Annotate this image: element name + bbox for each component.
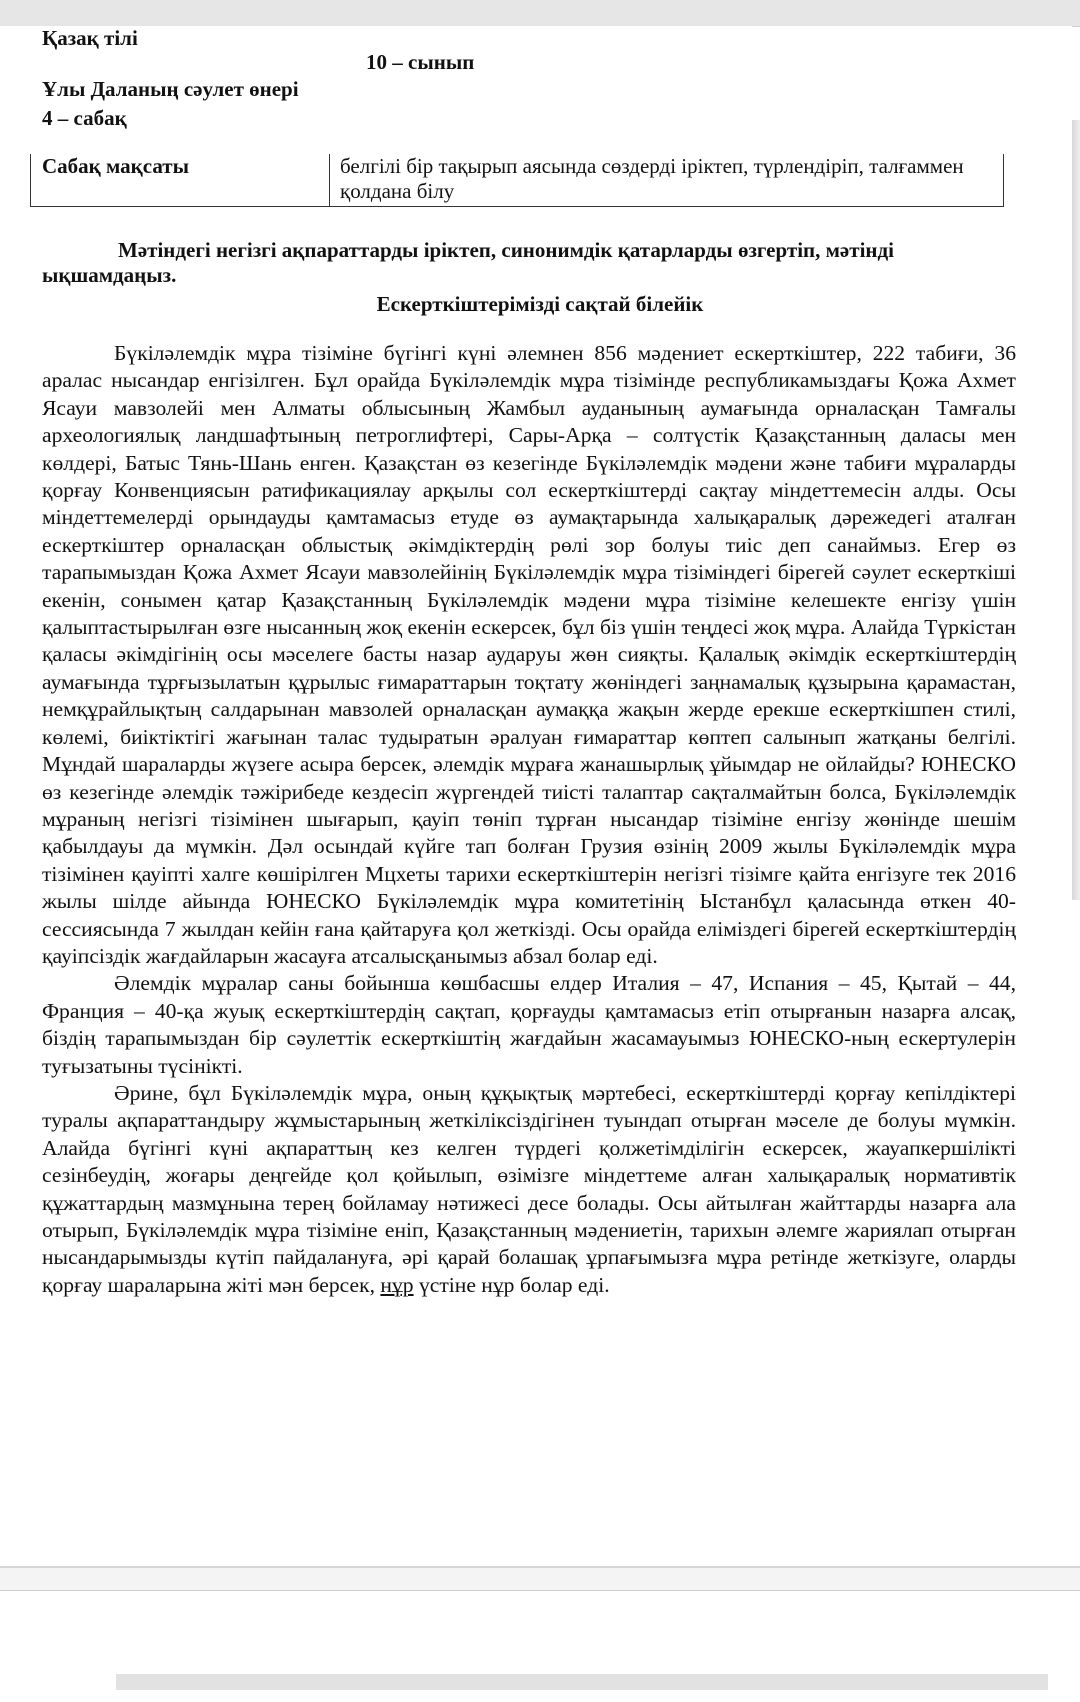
subject-title: Қазақ тілі [42,26,138,50]
body-text [42,340,1016,1299]
paragraph-3-start: Әрине, бұл Бүкіләлемдік мұра, оның құқықтық мәртебесі, ескерткіштерді қорғау кепілдіктері туралы ақпараттандыру жұмыстарының жеткіліксіздігінен туындап отырған мәселе де болуы мүмкін. Алайда бүгінгі күні ақпараттың кез келген түрдегі қолжетімділігін ескерсек, жауапкершілікті сезінбеудің, жоғары деңгейде қол қойылып, өзімізге міндеттеме алған халықаралық нормативтік құжаттардың мазмұнына терең бойламау нәтижесі десе болады. Осы айтылған жайттарды назарға ала отырып, Бүкіләлемдік мұра тізіміне еніп, Қазақстанның мәдениетін, тарихын әлемге жариялап отырған нысандарымызды күтіп пайдалануға, әрі қарай болашақ ұрпағымызға мұра ретінде жеткізуге, оларды қорғау шараларына жіті мән берсек, [42,1080,1016,1297]
unit-title: Ұлы Даланың сәулет өнері [42,77,299,101]
objective-table [30,154,1004,207]
text-title: Ескерткіштерімізді сақтай білейік [376,292,704,316]
document-page [0,26,1072,1566]
page-bottom-strip [0,1568,1080,1591]
paragraph-3 [42,1080,1016,1299]
top-bar [0,0,1080,27]
paragraph-2: Әлемдік мұралар саны бойынша көшбасшы елдер Италия – 47, Испания – 45, Қытай – 44, Франция – 40-қа жуық ескерткіштердің сақтап, қорғауды қамтамасыз етіп отырғанын назарға алсақ, біздің тарапымыздан бір сәулеттік ескерткіштің жағдайын жасамауымыз ЮНЕСКО-ның ескертулерін туғызатыны түсінікті. [42,971,1016,1078]
lesson-number: 4 – сабақ [42,106,127,130]
paragraph-3-end: үстіне нұр болар еді. [418,1272,610,1297]
objective-label: Сабақ мақсаты [31,154,330,207]
underlined-word: нұр [380,1272,414,1297]
horizontal-scrollbar[interactable] [116,1674,1048,1690]
task-instruction: Мәтіндегі негізгі ақпараттарды іріктеп, синонимдік қатарларды өзгертіп, мәтінді ықшамдаңыз. [42,238,894,287]
grade-label: 10 – сынып [366,50,475,74]
objective-row [31,154,1004,207]
paragraph-1: Бүкіләлемдік мұра тізіміне бүгінгі күні әлемнен 856 мәдениет ескерткіштер, 222 табиғи, 36 аралас нысандар енгізілген. Бұл орайда Бүкіләлемдік мұра тізімінде республикамыздағы Қожа Ахмет Ясауи мавзолейі мен Алматы облысының Жамбыл ауданының аумағында орналасқан Тамғалы археологиялық ландшафтының петроглифтері, Сары-Арқа – солтүстік Қазақстанның даласы мен көлдері, Батыс Тянь-Шань енген. Қазақстан өз кезегінде Бүкіләлемдік мәдени және табиғи мұраларды қорғау Конвенциясын ратификациялау арқылы сол ескерткіштерді сақтау міндеттемесін алды. Осы міндеттемелерді орындауды қамтамасыз етуде өз аумақтарында халықаралық дәрежедегі аталған ескерткіштер орналасқан облыстық әкімдіктердің рөлі зор болуы тиіс деп санаймыз. Егер өз тарапымыздан Қожа Ахмет Ясауи мавзолейінің Бүкіләлемдік мұра тізіміндегі бірегей сәулет ескерткіші екенін, сонымен қатар Қазақстанның Бүкіләлемдік мәдени мұра тізіміне келешекте енгізу үшін қалыптастырылған өзге нысанның жоқ екенін ескерсек, бұл біз үшін теңдесі жоқ мұра. Алайда Түркістан қаласы әкімдігінің осы мәселеге басты назар аударуы жөн сияқты. Қалалық әкімдік ескерткіштердің аумағында тұрғызылатын құрылыс ғимараттарын тоқтату жөніндегі заңнамалық құзырына қарамастан, немқұрайлықтың салдарынан мавзолей орналасқан аумаққа жақын жерде ерекше ескерткішпен стилі, көлемі, биіктіктігі жағынан талас тудыратын әралуан ғимараттар көптеп салынып жатқаны белгілі. Мұндай шараларды жүзеге асыра берсек, әлемдік мұраға жанашырлық ұйымдар не ойлайды? ЮНЕСКО өз кезегінде әлемдік тәжірибеде кездесіп жүргендей тиісті талаптар сақталмайтын болса, Бүкіләлемдік мұраның негізгі тізімінен шығарып, қауіп төніп тұрған нысандар тізіміне енгізу жөнінде шешім қабылдауы да мүмкін. Дәл осындай күйге тап болған Грузия өзінің 2009 жылы Бүкіләлемдік мұра тізімінен қауіпті халге көшірілген Мцхеты тарихи ескерткіштерін негізгі тізімге қайта енгізуге тек 2016 жылы шілде айында ЮНЕСКО Бүкіләлемдік мұра комитетінің Ыстанбұл қаласында өткен 40-сессиясында 7 жылдан кейін ғана қайтаруға қол жеткізді. Осы орайда еліміздегі бірегей ескерткіштердің қауіпсіздік жағдайларын жасауға атсалысқанымыз абзал болар еді. [42,341,1016,968]
objective-text: белгілі бір тақырып аясында сөздерді іріктеп, түрлендіріп, талғаммен қолдана білу [330,154,1004,207]
page-edge-shadow [1072,120,1080,900]
